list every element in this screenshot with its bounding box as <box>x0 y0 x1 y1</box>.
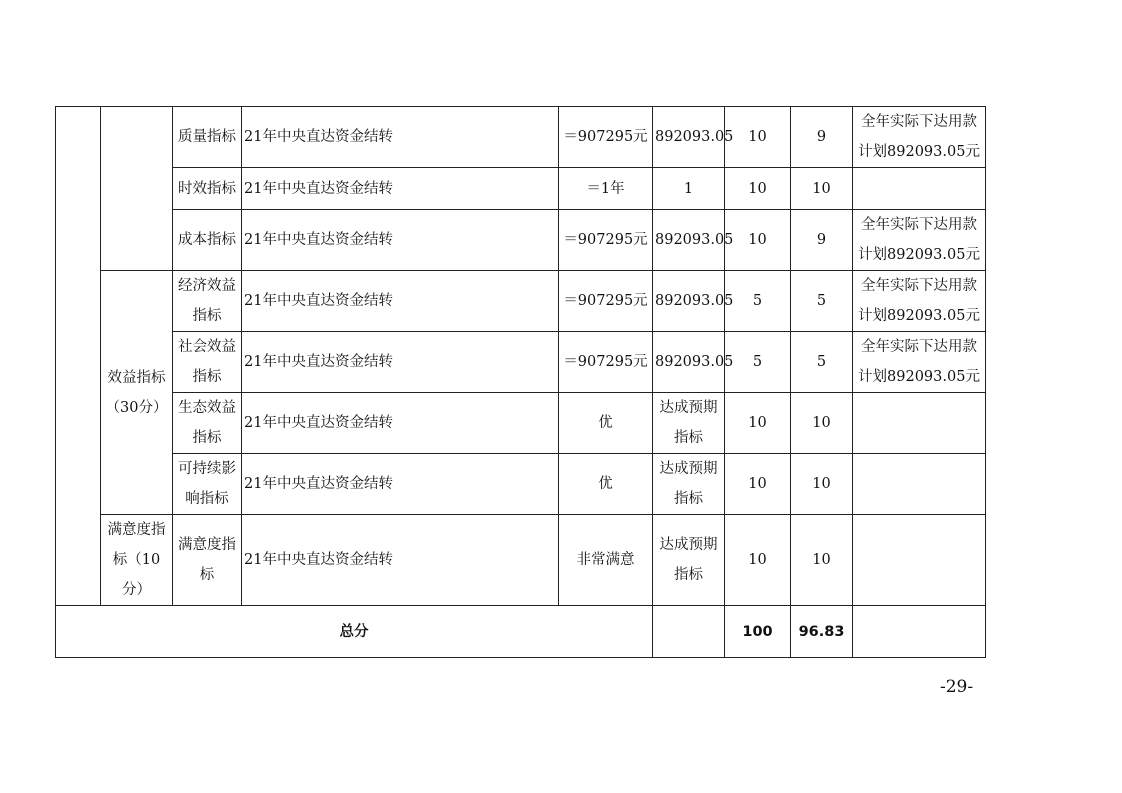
target-value: ＝907295元 <box>559 332 653 393</box>
weight-value: 10 <box>725 454 791 515</box>
level1-cell <box>56 107 101 606</box>
remark: 全年实际下达用款计划892093.05元 <box>853 271 986 332</box>
indicator-content: 21年中央直达资金结转 <box>242 107 559 168</box>
weight-value: 10 <box>725 210 791 271</box>
indicator-content: 21年中央直达资金结转 <box>242 393 559 454</box>
indicator-content: 21年中央直达资金结转 <box>242 515 559 606</box>
score-value: 9 <box>791 210 853 271</box>
target-value: ＝907295元 <box>559 271 653 332</box>
table-row <box>56 168 986 210</box>
indicator-name: 经济效益指标 <box>173 271 242 332</box>
indicator-content: 21年中央直达资金结转 <box>242 454 559 515</box>
weight-value: 10 <box>725 107 791 168</box>
actual-value: 1 <box>653 168 725 210</box>
total-score: 96.83 <box>791 606 853 658</box>
weight-value: 10 <box>725 168 791 210</box>
level2-cell-benefit: 效益指标（30分） <box>101 271 173 515</box>
actual-value: 达成预期指标 <box>653 515 725 606</box>
indicator-name: 时效指标 <box>173 168 242 210</box>
remark: 全年实际下达用款计划892093.05元 <box>853 210 986 271</box>
indicator-name: 质量指标 <box>173 107 242 168</box>
indicator-name: 生态效益指标 <box>173 393 242 454</box>
indicator-content: 21年中央直达资金结转 <box>242 210 559 271</box>
actual-value: 达成预期指标 <box>653 393 725 454</box>
actual-value: 892093.05 <box>653 271 725 332</box>
score-value: 10 <box>791 168 853 210</box>
weight-value: 10 <box>725 393 791 454</box>
score-value: 10 <box>791 454 853 515</box>
target-value: 优 <box>559 393 653 454</box>
target-value: ＝1年 <box>559 168 653 210</box>
remark: 全年实际下达用款计划892093.05元 <box>853 332 986 393</box>
total-actual <box>653 606 725 658</box>
remark <box>853 393 986 454</box>
actual-value: 892093.05 <box>653 332 725 393</box>
target-value: ＝907295元 <box>559 210 653 271</box>
remark: 全年实际下达用款计划892093.05元 <box>853 107 986 168</box>
indicator-content: 21年中央直达资金结转 <box>242 332 559 393</box>
level2-cell-satisfaction: 满意度指标（10分） <box>101 515 173 606</box>
score-value: 10 <box>791 393 853 454</box>
actual-value: 892093.05 <box>653 107 725 168</box>
actual-value: 892093.05 <box>653 210 725 271</box>
actual-value: 达成预期指标 <box>653 454 725 515</box>
remark <box>853 515 986 606</box>
table-row <box>56 271 986 332</box>
score-value: 10 <box>791 515 853 606</box>
table-row <box>56 454 986 515</box>
remark <box>853 454 986 515</box>
score-value: 5 <box>791 271 853 332</box>
table-row <box>56 515 986 606</box>
weight-value: 10 <box>725 515 791 606</box>
performance-table <box>55 106 986 658</box>
total-remark <box>853 606 986 658</box>
target-value: ＝907295元 <box>559 107 653 168</box>
table-row <box>56 332 986 393</box>
total-weight: 100 <box>725 606 791 658</box>
remark <box>853 168 986 210</box>
page-number: -29- <box>940 677 974 697</box>
table-row <box>56 107 986 168</box>
indicator-name: 满意度指标 <box>173 515 242 606</box>
target-value: 优 <box>559 454 653 515</box>
indicator-name: 社会效益指标 <box>173 332 242 393</box>
target-value: 非常满意 <box>559 515 653 606</box>
total-label: 总分 <box>56 606 653 658</box>
weight-value: 5 <box>725 332 791 393</box>
score-value: 9 <box>791 107 853 168</box>
score-value: 5 <box>791 332 853 393</box>
indicator-content: 21年中央直达资金结转 <box>242 168 559 210</box>
weight-value: 5 <box>725 271 791 332</box>
indicator-name: 可持续影响指标 <box>173 454 242 515</box>
table-row <box>56 393 986 454</box>
total-row <box>56 606 986 658</box>
level2-cell-output <box>101 107 173 271</box>
indicator-content: 21年中央直达资金结转 <box>242 271 559 332</box>
table-row <box>56 210 986 271</box>
indicator-name: 成本指标 <box>173 210 242 271</box>
